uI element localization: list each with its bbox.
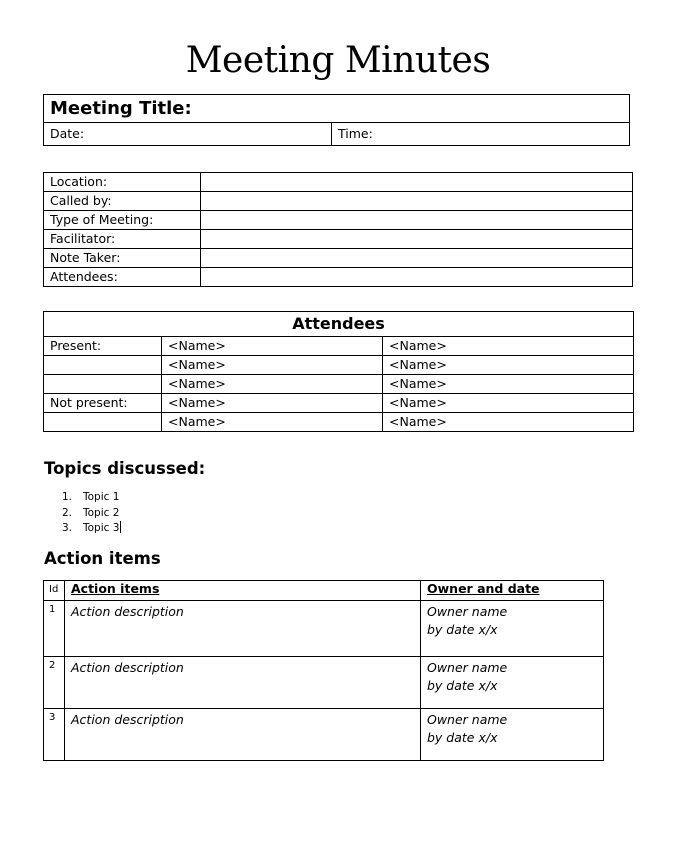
note-taker-label: Note Taker: bbox=[44, 249, 201, 268]
table-row bbox=[44, 356, 634, 375]
page-title: Meeting Minutes bbox=[185, 40, 491, 81]
owner-name: Owner name bbox=[427, 604, 508, 619]
action-description[interactable]: Action description bbox=[65, 709, 421, 761]
attendees-heading: Attendees bbox=[44, 312, 634, 337]
attendee-name[interactable]: <Name> bbox=[383, 394, 634, 413]
attendee-name[interactable]: <Name> bbox=[383, 413, 634, 432]
attendee-name[interactable]: <Name> bbox=[162, 337, 383, 356]
owner-name: Owner name bbox=[427, 660, 508, 675]
owner-name: Owner name bbox=[427, 712, 508, 727]
action-id: 3 bbox=[44, 709, 65, 761]
table-row bbox=[44, 709, 604, 761]
table-row bbox=[44, 375, 634, 394]
attendee-status bbox=[44, 375, 162, 394]
meeting-type-label: Type of Meeting: bbox=[44, 211, 201, 230]
attendees-table bbox=[43, 311, 634, 432]
text-cursor bbox=[120, 521, 121, 533]
attendee-status bbox=[44, 413, 162, 432]
table-row bbox=[44, 413, 634, 432]
table-row bbox=[44, 601, 604, 657]
meeting-title-field[interactable]: Meeting Title: bbox=[44, 95, 630, 123]
topics-heading: Topics discussed: bbox=[44, 459, 206, 478]
list-item[interactable] bbox=[62, 490, 121, 506]
called-by-value[interactable] bbox=[201, 192, 633, 211]
time-field[interactable]: Time: bbox=[332, 123, 630, 146]
action-description[interactable]: Action description bbox=[65, 601, 421, 657]
attendees-label: Attendees: bbox=[44, 268, 201, 287]
attendee-name[interactable]: <Name> bbox=[162, 394, 383, 413]
attendee-name[interactable]: <Name> bbox=[383, 356, 634, 375]
meeting-header-table bbox=[43, 94, 630, 146]
facilitator-label: Facilitator: bbox=[44, 230, 201, 249]
attendee-status bbox=[44, 356, 162, 375]
attendees-value[interactable] bbox=[201, 268, 633, 287]
action-id: 1 bbox=[44, 601, 65, 657]
action-owner-cell[interactable] bbox=[421, 709, 604, 761]
attendee-name[interactable]: <Name> bbox=[383, 337, 634, 356]
list-number: 3. bbox=[62, 522, 73, 534]
attendee-status: Not present: bbox=[44, 394, 162, 413]
list-number: 1. bbox=[62, 491, 73, 503]
list-item[interactable] bbox=[62, 506, 121, 522]
action-description[interactable]: Action description bbox=[65, 657, 421, 709]
called-by-label: Called by: bbox=[44, 192, 201, 211]
column-header-owner-date: Owner and date bbox=[421, 581, 604, 601]
attendee-name[interactable]: <Name> bbox=[162, 375, 383, 394]
table-row bbox=[44, 337, 634, 356]
date-field[interactable]: Date: bbox=[44, 123, 332, 146]
topic-text: Topic 2 bbox=[83, 506, 120, 519]
column-header-id: Id bbox=[44, 581, 65, 601]
meeting-type-value[interactable] bbox=[201, 211, 633, 230]
table-row bbox=[44, 657, 604, 709]
meeting-details-table bbox=[43, 172, 633, 287]
attendee-name[interactable]: <Name> bbox=[383, 375, 634, 394]
owner-date: by date x/x bbox=[427, 678, 498, 693]
topic-text: Topic 3 bbox=[83, 522, 120, 534]
topic-text: Topic 1 bbox=[83, 491, 120, 503]
action-items-heading: Action items bbox=[44, 549, 161, 568]
attendee-name[interactable]: <Name> bbox=[162, 356, 383, 375]
owner-date: by date x/x bbox=[427, 730, 498, 745]
location-label: Location: bbox=[44, 173, 201, 192]
action-owner-cell[interactable] bbox=[421, 657, 604, 709]
location-value[interactable] bbox=[201, 173, 633, 192]
topics-list bbox=[62, 490, 121, 537]
table-row bbox=[44, 394, 634, 413]
action-items-table bbox=[43, 580, 604, 761]
list-number: 2. bbox=[62, 506, 73, 519]
facilitator-value[interactable] bbox=[201, 230, 633, 249]
action-id: 2 bbox=[44, 657, 65, 709]
attendee-name[interactable]: <Name> bbox=[162, 413, 383, 432]
note-taker-value[interactable] bbox=[201, 249, 633, 268]
column-header-action-items: Action items bbox=[65, 581, 421, 601]
action-owner-cell[interactable] bbox=[421, 601, 604, 657]
attendee-status: Present: bbox=[44, 337, 162, 356]
list-item[interactable] bbox=[62, 521, 121, 537]
owner-date: by date x/x bbox=[427, 622, 498, 637]
